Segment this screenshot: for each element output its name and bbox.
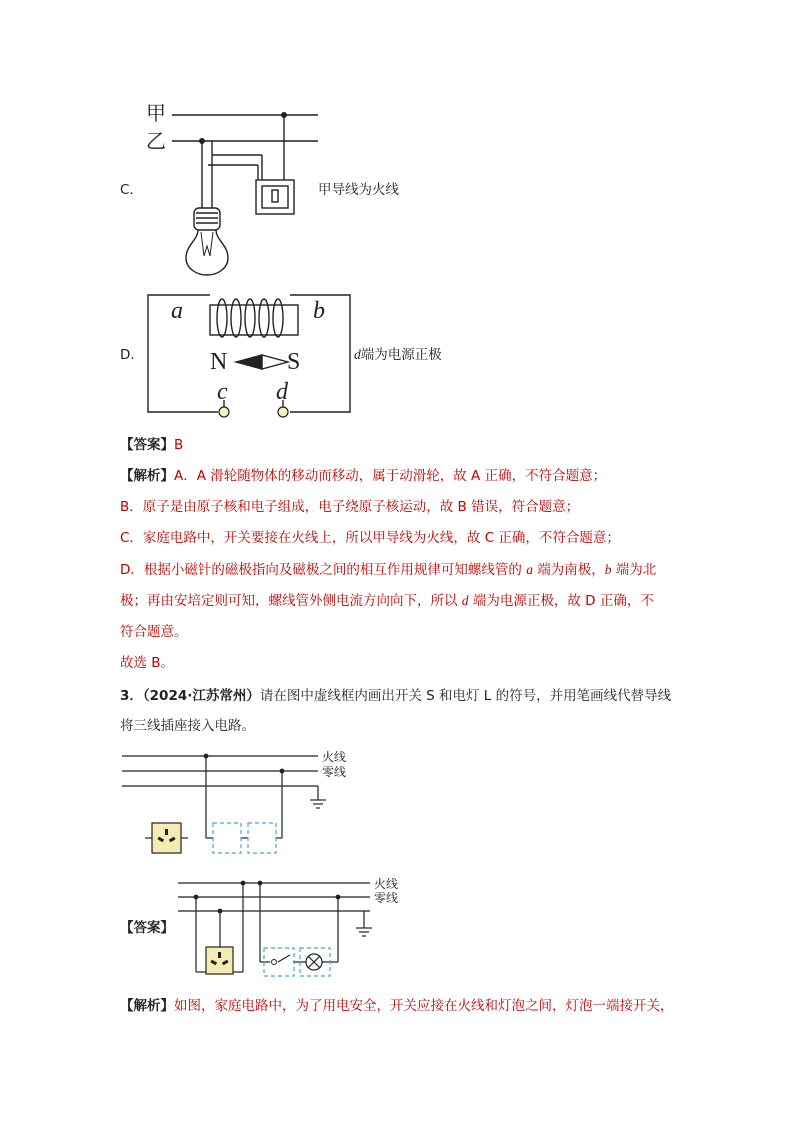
analysis-d2-part1: 极；再由安培定则可知，螺线管外侧电流方向向下，所以 bbox=[120, 593, 462, 609]
answer3-analysis-tag: 【解析】 bbox=[120, 998, 174, 1014]
wire-jia-label: 甲 bbox=[146, 101, 166, 125]
analysis-d1-part2: 端为南极， bbox=[532, 562, 605, 578]
option-d-letter: D． bbox=[120, 347, 144, 363]
label-a: a bbox=[171, 298, 183, 324]
question-3-number: 3． bbox=[120, 688, 143, 704]
analysis-d2-part2: 端为电源正极，故 D 正确，不 bbox=[468, 593, 654, 609]
label-c: c bbox=[217, 379, 228, 405]
analysis-d1-var-b: b bbox=[604, 562, 612, 577]
option-c-letter: C． bbox=[120, 182, 143, 198]
label-d: d bbox=[276, 379, 288, 405]
q3-neutral-wire-label: 零线 bbox=[322, 765, 347, 779]
analysis-line-c: C．家庭电路中，开关要接在火线上，所以甲导线为火线，故 C 正确，不符合题意； bbox=[120, 530, 620, 546]
analysis-d1-part1: D．根据小磁针的磁极指向及磁极之间的相互作用规律可知螺线管的 bbox=[120, 562, 527, 578]
analysis-a-text: A．A 滑轮随物体的移动而移动，属于动滑轮，故 A 正确，不符合题意； bbox=[174, 468, 607, 484]
answer3-analysis-text: 如图，家庭电路中，为了用电安全，开关应接在火线和灯泡之间，灯泡一端接开关， bbox=[174, 998, 674, 1014]
analysis-d2-var-d: d bbox=[461, 593, 469, 608]
analysis-line-b: B．原子是由原子核和电子组成，电子绕原子核运动，故 B 错误，符合题意； bbox=[120, 499, 580, 515]
question-3-source: （2024·江苏常州） bbox=[142, 688, 260, 704]
option-c-caption: 甲导线为火线 bbox=[318, 182, 399, 198]
analysis-conclusion: 故选 B。 bbox=[120, 655, 175, 671]
a3-neutral-wire-label: 零线 bbox=[374, 891, 399, 905]
question-3-line2: 将三线插座接入电路。 bbox=[120, 718, 255, 734]
analysis-tag: 【解析】 bbox=[120, 468, 174, 484]
option-d-caption-var: d bbox=[354, 347, 361, 362]
answer3-tag: 【答案】 bbox=[120, 920, 174, 936]
analysis-line-d3: 符合题意。 bbox=[120, 624, 188, 640]
label-n: N bbox=[210, 349, 228, 375]
option-d-caption-text: 端为电源正极 bbox=[360, 347, 442, 363]
label-b: b bbox=[313, 298, 325, 324]
analysis-d1-var-a: a bbox=[526, 562, 533, 577]
q3-fire-wire-label: 火线 bbox=[322, 750, 347, 764]
wire-yi-label: 乙 bbox=[146, 129, 166, 153]
question-3-text-1: 请在图中虚线框内画出开关 S 和电灯 L 的符号，并用笔画线代替导线 bbox=[259, 688, 672, 704]
label-s: S bbox=[287, 349, 301, 375]
a3-fire-wire-label: 火线 bbox=[374, 877, 399, 891]
analysis-d1-part3: 端为北 bbox=[611, 562, 657, 578]
answer-tag: 【答案】 bbox=[120, 437, 174, 453]
answer3-analysis-line bbox=[120, 996, 674, 1016]
answer-value: B bbox=[174, 437, 184, 453]
